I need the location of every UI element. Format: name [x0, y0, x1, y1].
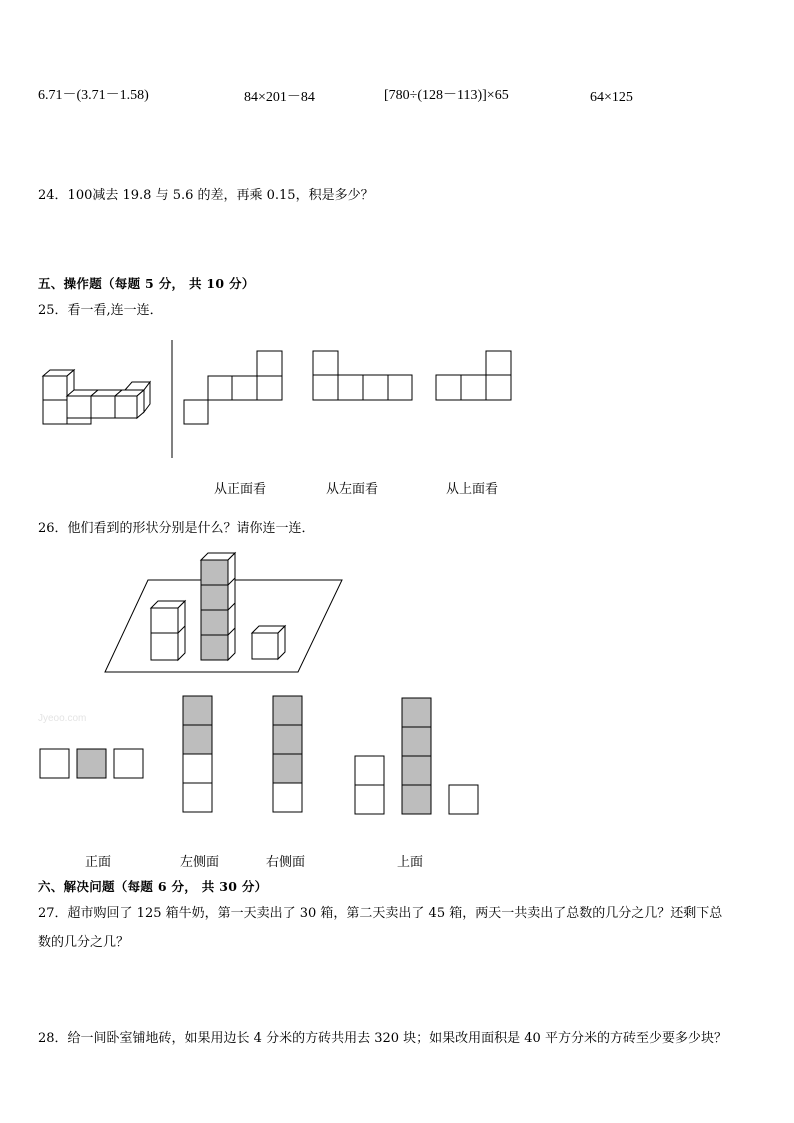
q26-shape-right [273, 696, 302, 812]
label-front: 正面 [85, 855, 112, 870]
section-6-title: 六、解决问题（每题 6 分， 共 30 分） [38, 879, 268, 894]
expression-3: [780÷(128－113)]×65 [384, 88, 509, 103]
q25-cube [67, 400, 91, 424]
q26-shape-top [355, 698, 478, 814]
q26-platform [105, 580, 342, 672]
q25-view-a [184, 351, 282, 424]
label-top-view: 从上面看 [446, 482, 499, 497]
question-26: 26．他们看到的形状分别是什么？请你连一连． [38, 521, 315, 536]
watermark: Jyeoo.com [38, 713, 87, 724]
section-5-title: 五、操作题（每题 5 分， 共 10 分） [38, 276, 255, 291]
label-front-view: 从正面看 [214, 482, 267, 497]
question-25: 25．看一看,连一连． [38, 303, 163, 318]
q26-shape-front [40, 749, 143, 778]
q25-view-c [436, 351, 511, 400]
expression-1: 6.71－(3.71－1.58) [38, 88, 149, 103]
q26-single-cube [252, 626, 285, 659]
q25-cube-solid [43, 370, 150, 424]
question-27-line-2: 数的几分之几？ [38, 935, 130, 950]
label-top: 上面 [397, 855, 424, 870]
q26-stack-left [151, 601, 185, 660]
q26-stack-tall [201, 553, 235, 660]
label-left-side: 左侧面 [180, 855, 220, 870]
q26-shape-left [183, 696, 212, 812]
question-28: 28．给一间卧室铺地砖，如果用边长 4 分米的方砖共用去 320 块；如果改用面积是 40 平方分米的方砖至少要多少块？ [38, 1031, 727, 1046]
question-27-line-1: 27．超市购回了 125 箱牛奶，第一天卖出了 30 箱，第二天卖出了 45 箱，两天一共卖出了总数的几分之几？还剩下总 [38, 906, 723, 921]
label-left-view: 从左面看 [326, 482, 379, 497]
label-right-side: 右侧面 [266, 855, 306, 870]
expression-4: 64×125 [590, 90, 633, 105]
expression-2: 84×201－84 [244, 90, 315, 105]
question-24: 24．100减去 19.8 与 5.6 的差，再乘 0.15，积是多少？ [38, 188, 374, 203]
q25-view-b [313, 351, 412, 400]
